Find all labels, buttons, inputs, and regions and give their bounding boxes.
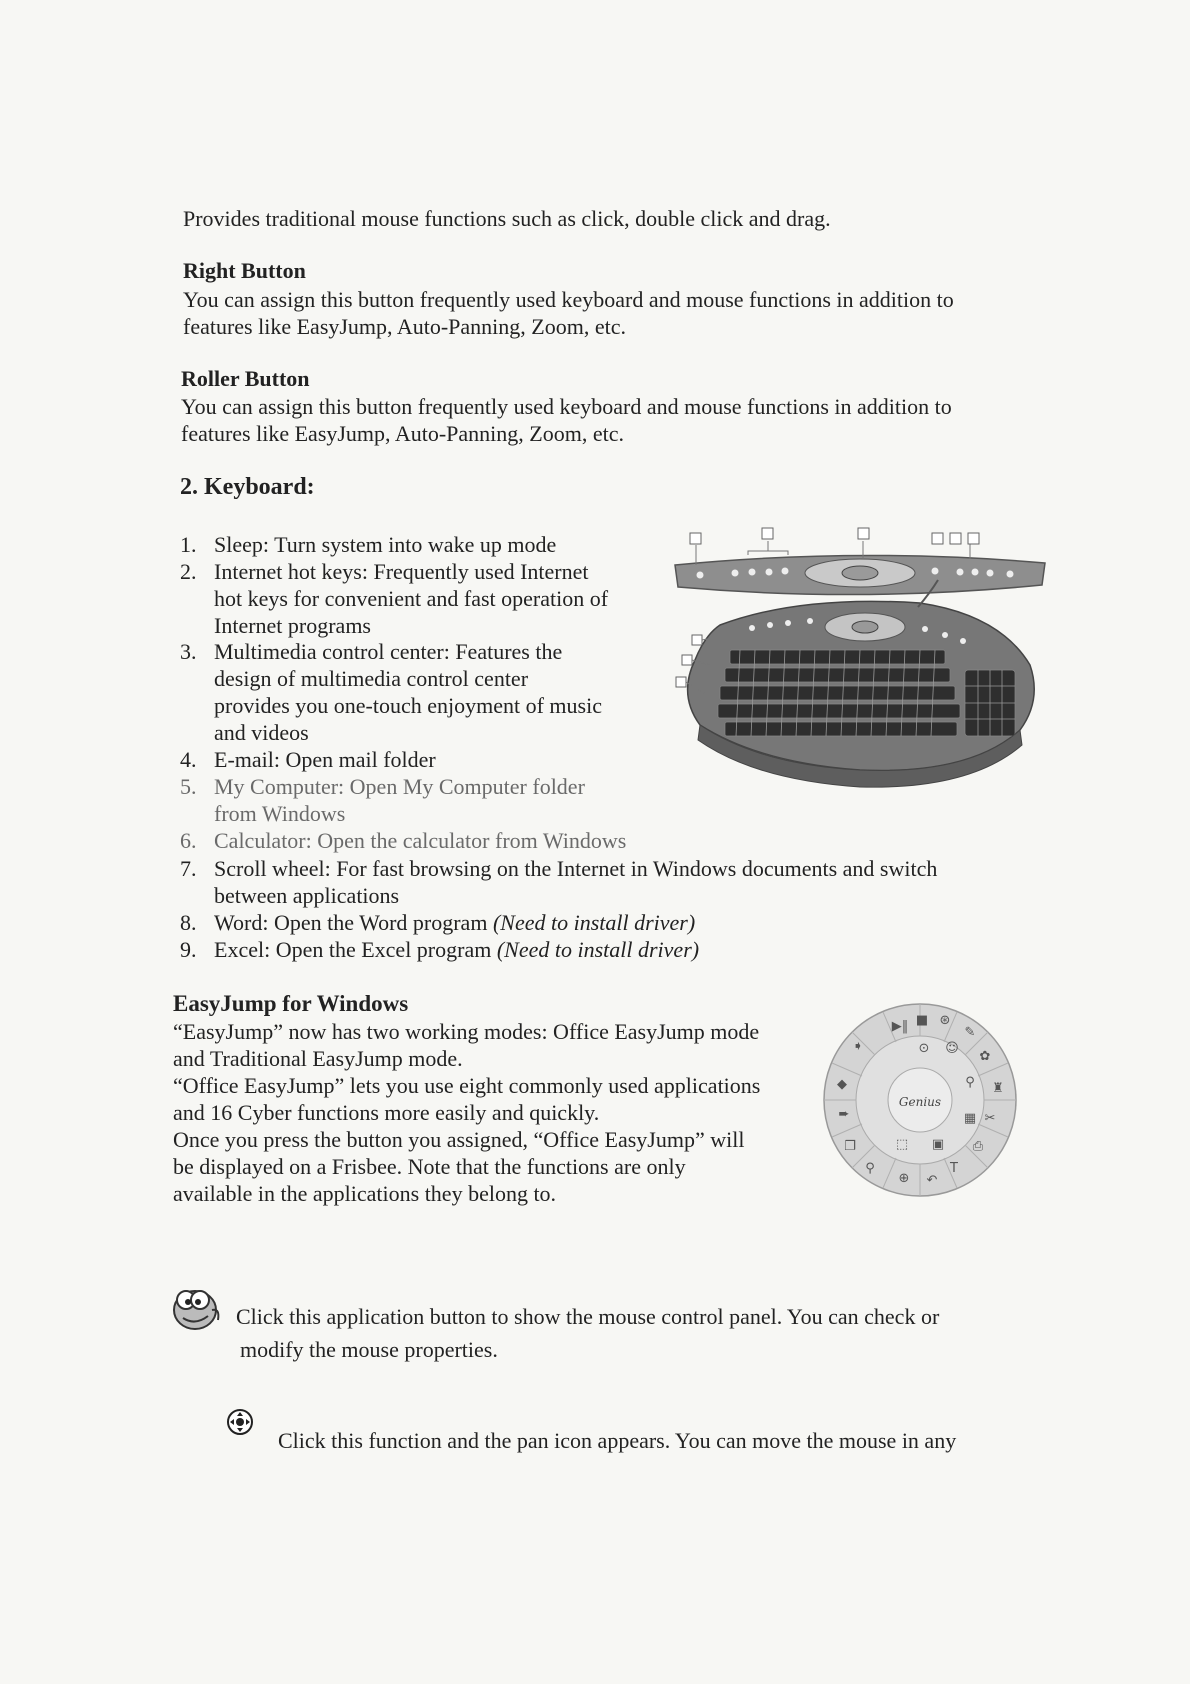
callout-box — [762, 528, 773, 539]
svg-text:➨: ➨ — [838, 1107, 850, 1122]
genius-logo: Genius — [898, 1095, 942, 1109]
right-button-line-1: You can assign this button frequently used keyboard and mouse functions in addition to — [183, 287, 954, 312]
easyjump-line-3: “Office EasyJump” lets you use eight commonly used applications — [173, 1073, 761, 1098]
list-text: hot keys for convenient and fast operation of — [214, 586, 609, 611]
svg-text:⬚: ⬚ — [895, 1137, 909, 1152]
svg-text:⊕: ⊕ — [898, 1171, 910, 1186]
list-text: Scroll wheel: For fast browsing on the Internet in Windows documents and switch — [214, 856, 938, 881]
list-number: 8. — [180, 910, 197, 935]
easyjump-frisbee — [820, 1000, 1020, 1200]
list-number: 9. — [180, 937, 197, 962]
callout-box — [950, 533, 961, 544]
svg-text:✎: ✎ — [964, 1025, 976, 1040]
svg-text:■: ■ — [915, 1013, 929, 1028]
list-text: provides you one-touch enjoyment of music — [214, 693, 602, 718]
pan-function-line-1: Click this function and the pan icon appears. You can move the mouse in any — [278, 1428, 957, 1453]
list-text: Internet hot keys: Frequently used Internet — [214, 559, 589, 584]
svg-text:✂: ✂ — [984, 1111, 996, 1126]
easyjump-line-7: available in the applications they belong to. — [173, 1181, 557, 1206]
svg-text:↶: ↶ — [926, 1173, 938, 1188]
app-button-line-1: Click this application button to show the mouse control panel. You can check or — [236, 1304, 940, 1329]
driver-note: (Need to install driver) — [496, 937, 700, 962]
list-text: Calculator: Open the calculator from Windows — [214, 828, 627, 853]
list-text: Internet programs — [214, 613, 371, 638]
svg-text:❐: ❐ — [844, 1139, 856, 1154]
svg-text:➧: ➧ — [852, 1039, 864, 1054]
list-text: from Windows — [214, 801, 346, 826]
list-number: 3. — [180, 639, 197, 664]
svg-text:⚲: ⚲ — [965, 1075, 975, 1090]
callout-box — [932, 533, 943, 544]
list-text: Excel: Open the Excel program — [214, 937, 497, 962]
driver-note: (Need to install driver) — [492, 910, 696, 935]
svg-text:▶‖: ▶‖ — [891, 1019, 909, 1034]
easyjump-line-5: Once you press the button you assigned, “Office EasyJump” will — [173, 1127, 745, 1152]
svg-text:▦: ▦ — [963, 1111, 977, 1126]
pan-icon — [226, 1408, 254, 1436]
easyjump-line-6: be displayed on a Frisbee. Note that the functions are only — [173, 1154, 686, 1179]
callout-box — [858, 528, 869, 539]
svg-text:▣: ▣ — [931, 1137, 945, 1152]
keyboard-heading: 2. Keyboard: — [180, 474, 315, 500]
list-number: 2. — [180, 559, 197, 584]
roller-button-line-2: features like EasyJump, Auto-Panning, Zoom, etc. — [181, 421, 624, 446]
list-text: My Computer: Open My Computer folder — [214, 774, 585, 799]
svg-text:◆: ◆ — [837, 1077, 847, 1092]
list-text: between applications — [214, 883, 400, 908]
easyjump-heading: EasyJump for Windows — [173, 991, 409, 1016]
list-number: 7. — [180, 856, 197, 881]
easyjump-line-1: “EasyJump” now has two working modes: Office EasyJump mode — [173, 1019, 760, 1044]
callout-box — [968, 533, 979, 544]
keyboard-illustration — [670, 525, 1050, 815]
svg-text:☺: ☺ — [945, 1041, 959, 1056]
list-text: E-mail: Open mail folder — [214, 747, 436, 772]
roller-button-line-1: You can assign this button frequently used keyboard and mouse functions in addition to — [181, 394, 952, 419]
svg-text:T: T — [950, 1161, 958, 1176]
list-number: 4. — [180, 747, 197, 772]
easyjump-line-4: and 16 Cyber functions more easily and quickly. — [173, 1100, 600, 1125]
keyboard-top-strip — [675, 528, 1045, 595]
list-text: Multimedia control center: Features the — [214, 639, 563, 664]
list-text: design of multimedia control center — [214, 666, 529, 691]
right-button-line-2: features like EasyJump, Auto-Panning, Zoom, etc. — [183, 314, 626, 339]
intro-text: Provides traditional mouse functions such as click, double click and drag. — [183, 206, 831, 231]
callout-box — [692, 635, 702, 645]
list-number: 6. — [180, 828, 197, 853]
svg-text:⚲: ⚲ — [865, 1161, 875, 1176]
right-button-heading: Right Button — [183, 258, 306, 283]
callout-box — [682, 655, 692, 665]
keyboard-body — [676, 580, 1034, 787]
callout-box — [690, 533, 701, 544]
svg-text:⊙: ⊙ — [918, 1041, 930, 1056]
list-number: 5. — [180, 774, 197, 799]
list-number: 1. — [180, 532, 197, 557]
easyjump-line-2: and Traditional EasyJump mode. — [173, 1046, 463, 1071]
roller-button-heading: Roller Button — [181, 366, 310, 391]
svg-text:⊛: ⊛ — [939, 1013, 951, 1028]
svg-text:✿: ✿ — [979, 1049, 991, 1064]
app-button-line-2: modify the mouse properties. — [240, 1337, 498, 1362]
list-text: and videos — [214, 720, 309, 745]
list-text: Word: Open the Word program — [214, 910, 493, 935]
mouse-face-icon — [168, 1280, 222, 1334]
svg-text:⎙: ⎙ — [972, 1139, 984, 1154]
list-text: Sleep: Turn system into wake up mode — [214, 532, 557, 557]
callout-box — [676, 677, 686, 687]
svg-text:♜: ♜ — [992, 1081, 1004, 1096]
